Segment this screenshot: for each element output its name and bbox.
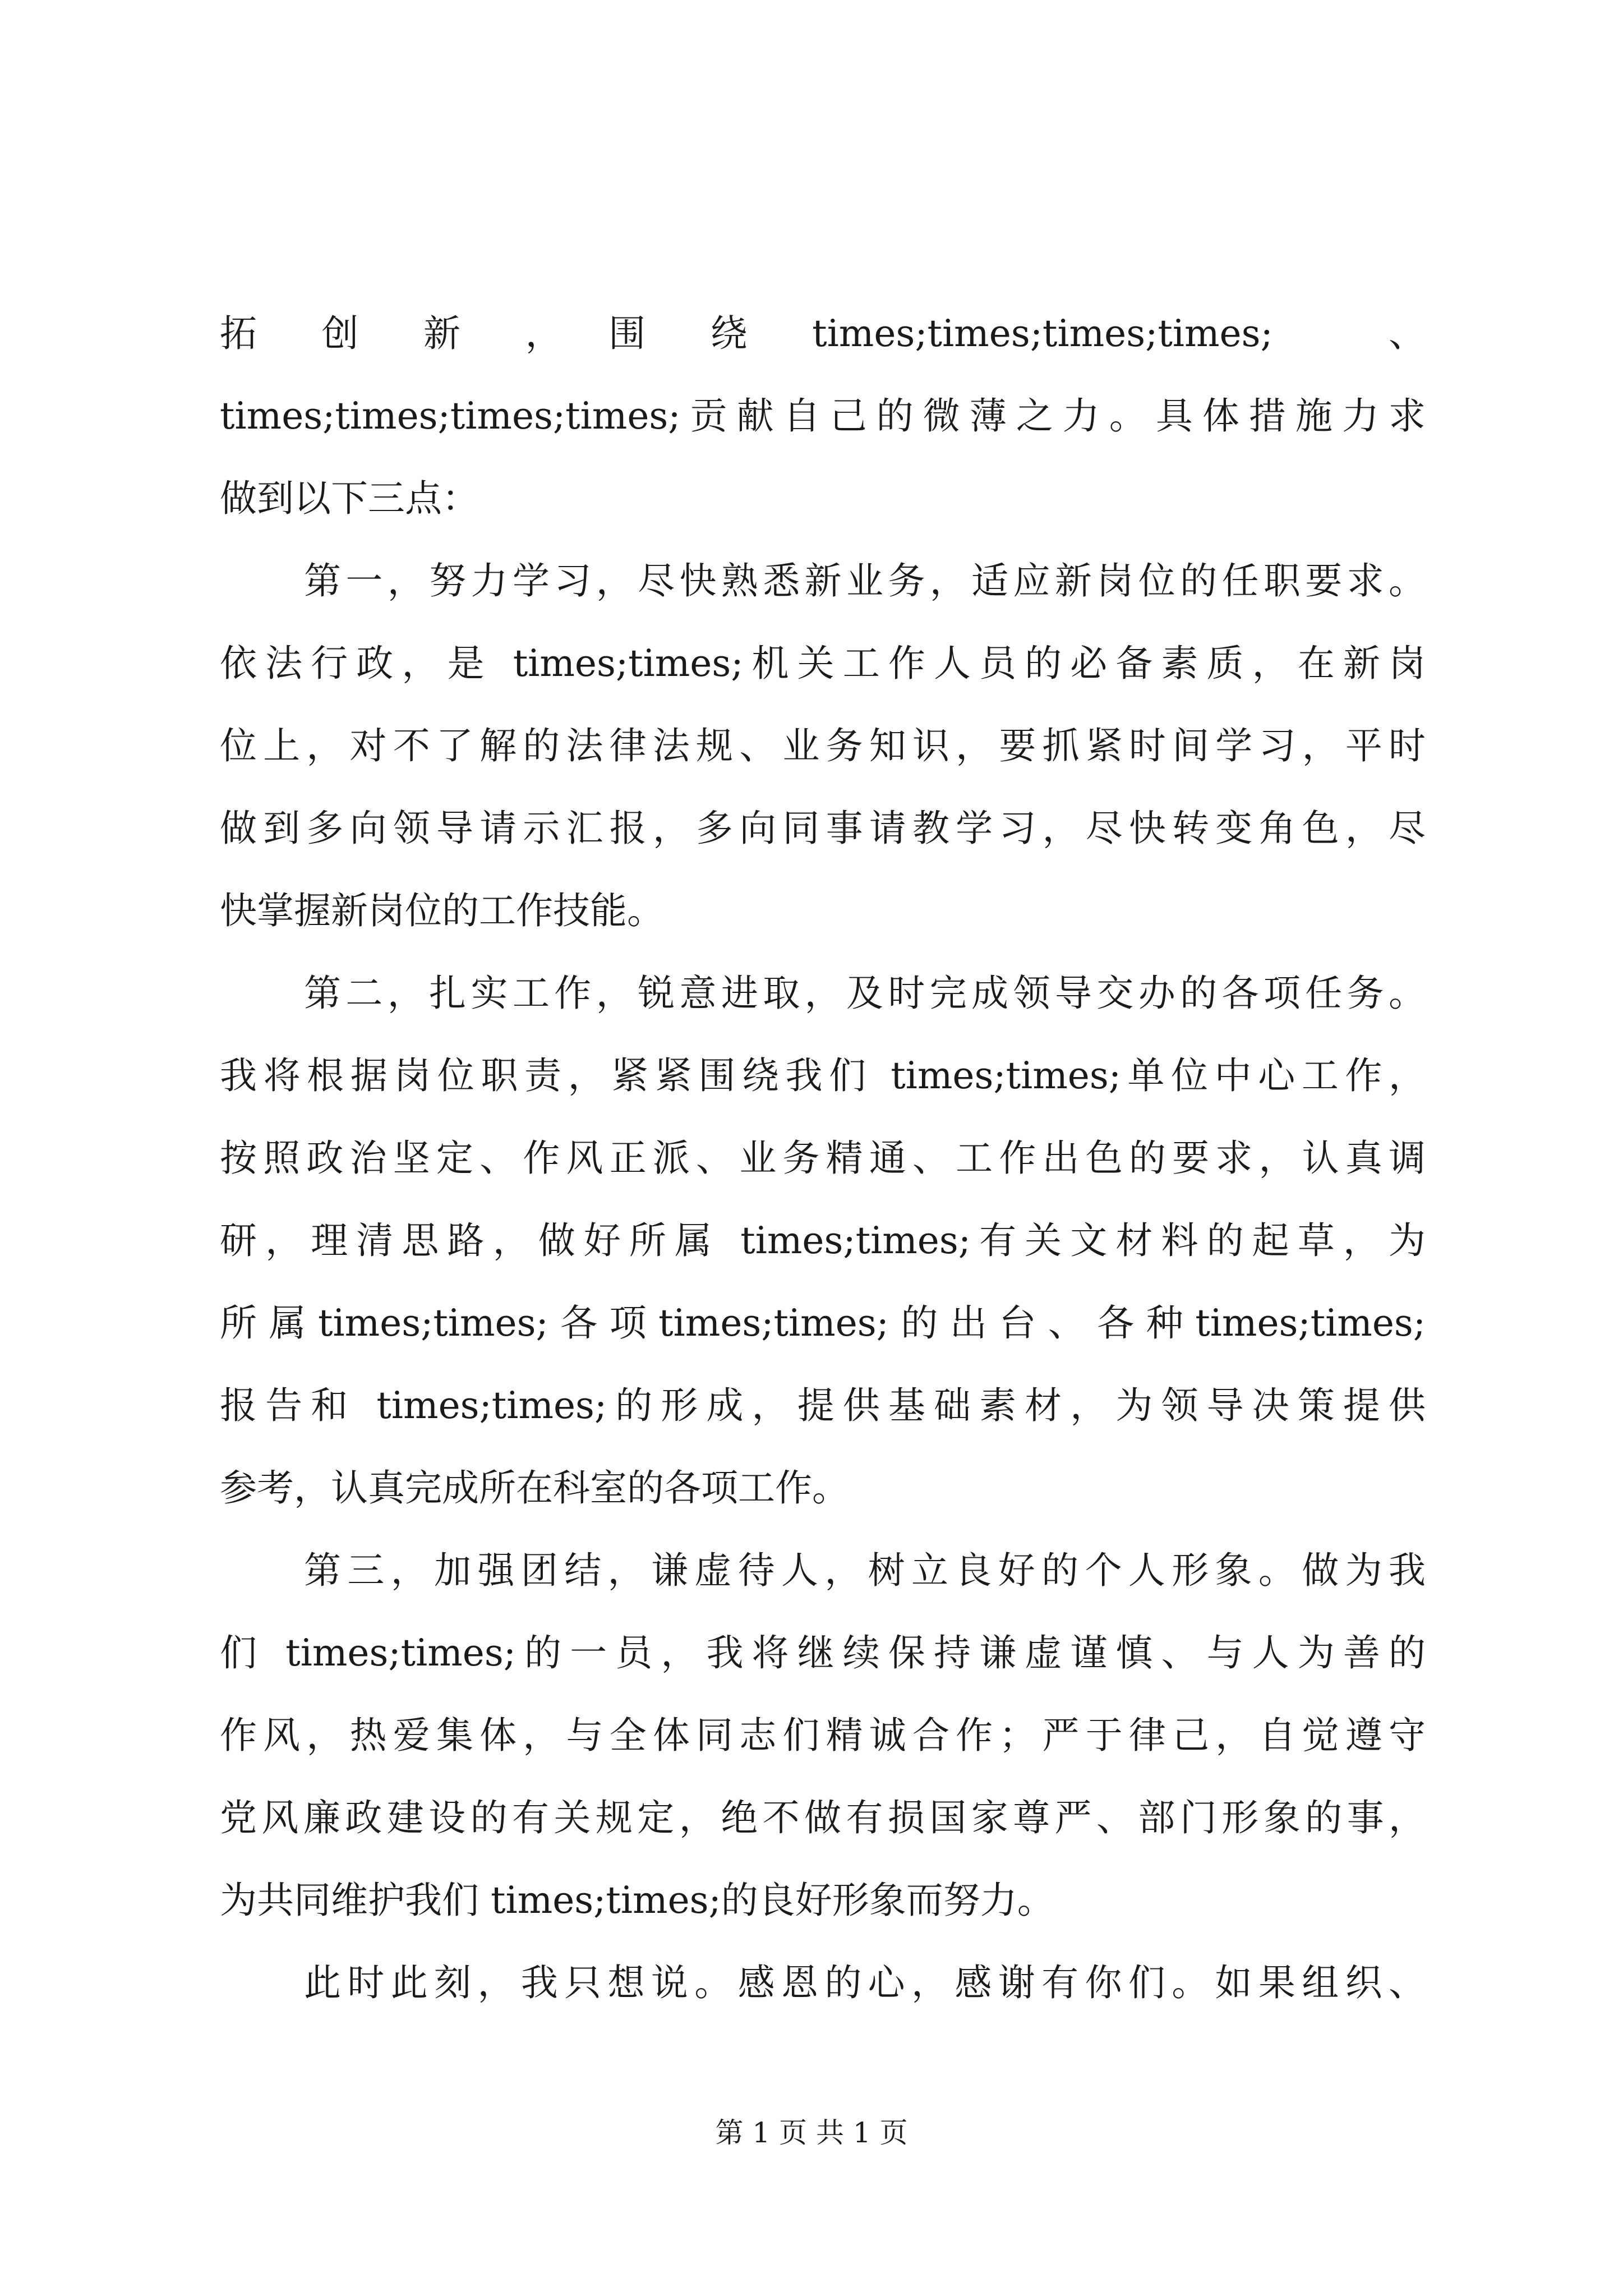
text-line: 为共同维护我们 times;times;的良好形象而努力。 bbox=[220, 1879, 1054, 1922]
text-line: 党风廉政建设的有关规定，绝不做有损国家尊严、部门形象的事， bbox=[220, 1796, 1426, 1839]
paragraph-first-line: 第二，扎实工作，锐意进取，及时完成领导交办的各项任务。 bbox=[304, 972, 1426, 1015]
text-line: 做到多向领导请示汇报，多向同事请教学习，尽快转变角色，尽 bbox=[220, 807, 1426, 850]
paragraph-first-line: 第三，加强团结，谦虚待人，树立良好的个人形象。做为我 bbox=[304, 1549, 1426, 1592]
page-footer: 第 1 页 共 1 页 bbox=[715, 2116, 908, 2149]
text-line: 依法行政，是 times;times;机关工作人员的必备素质，在新岗 bbox=[220, 642, 1426, 685]
paragraph-first-line: 第一，努力学习，尽快熟悉新业务，适应新岗位的任职要求。 bbox=[304, 559, 1426, 602]
text-line: 位上，对不了解的法律法规、业务知识，要抓紧时间学习，平时 bbox=[220, 724, 1426, 767]
text-line: 作风，热爱集体，与全体同志们精诚合作；严于律己，自觉遵守 bbox=[220, 1714, 1426, 1757]
paragraph-first-line: 此时此刻，我只想说。感恩的心，感谢有你们。如果组织、 bbox=[304, 1961, 1426, 2004]
text-line: 按照政治坚定、作风正派、业务精通、工作出色的要求，认真调 bbox=[220, 1137, 1426, 1180]
text-line: 报告和 times;times;的形成，提供基础素材，为领导决策提供 bbox=[220, 1384, 1426, 1427]
text-line: 参考，认真完成所在科室的各项工作。 bbox=[220, 1466, 849, 1510]
text-line: 我将根据岗位职责，紧紧围绕我们 times;times;单位中心工作， bbox=[220, 1054, 1426, 1097]
text-line: 拓 创 新 ， 围 绕 times;times;times;times; 、 bbox=[220, 312, 1426, 355]
text-line: 们 times;times;的一员，我将继续保持谦虚谨慎、与人为善的 bbox=[220, 1631, 1426, 1674]
text-line: 所属times;times;各项times;times;的出台、各种times;times; bbox=[220, 1301, 1426, 1345]
text-line: 快掌握新岗位的工作技能。 bbox=[220, 889, 664, 932]
text-line: times;times;times;times;贡献自己的微薄之力。具体措施力求 bbox=[220, 394, 1426, 438]
text-line: 研，理清思路，做好所属 times;times;有关文材料的起草，为 bbox=[220, 1219, 1426, 1262]
text-line: 做到以下三点： bbox=[220, 477, 479, 520]
